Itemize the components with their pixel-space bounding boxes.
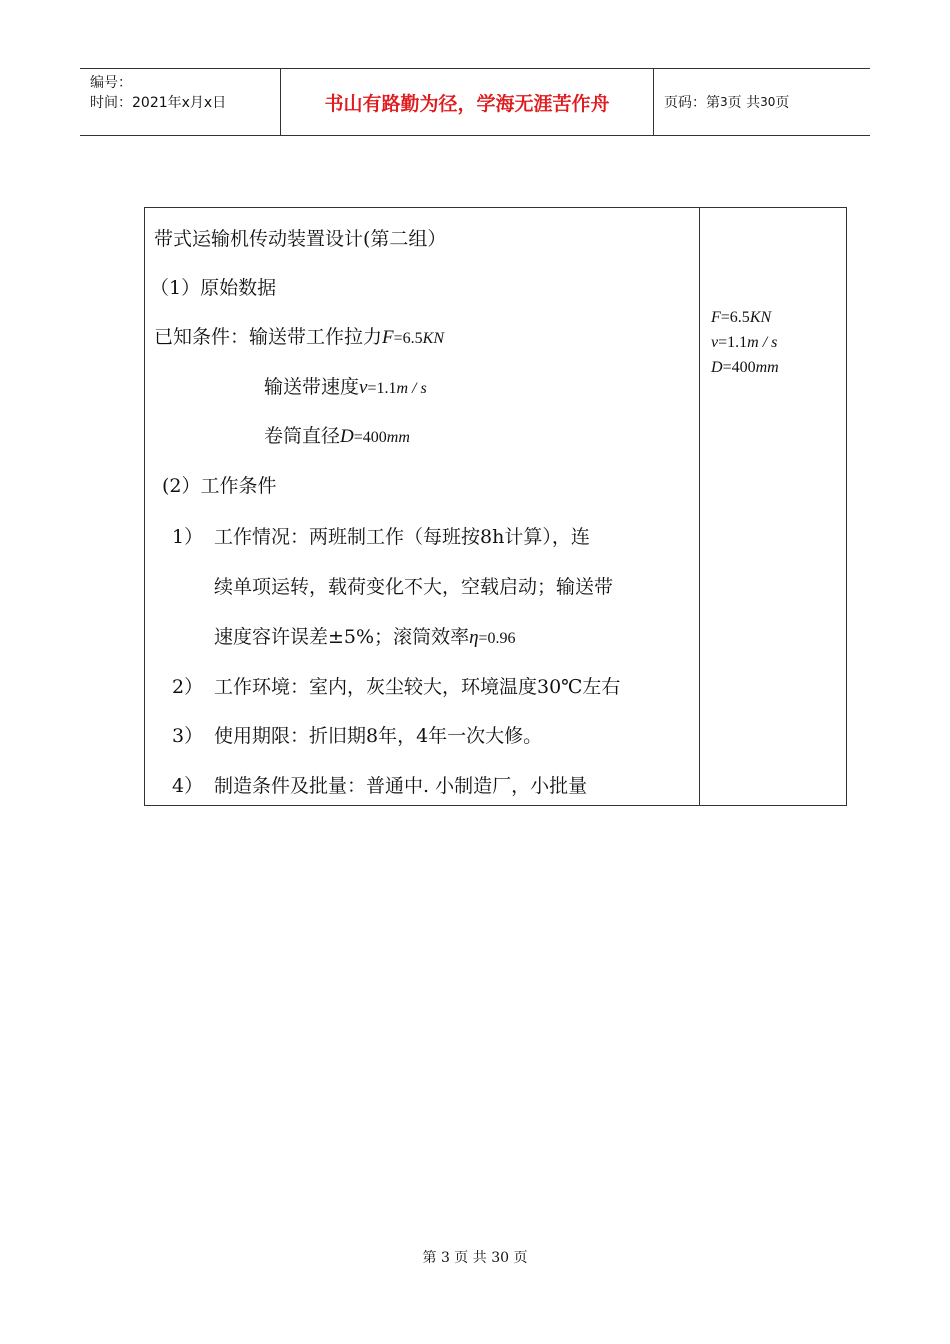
- known-label: 已知条件：输送带工作拉力: [154, 326, 383, 348]
- side-speed-value: =1.1: [718, 334, 748, 351]
- diameter-label: 卷筒直径: [264, 425, 341, 447]
- time-label: 时间：2021年x月x日: [90, 95, 227, 111]
- item1-text-line1: 工作情况：两班制工作（每班按8h计算），连: [214, 526, 590, 548]
- side-force-value: =6.5: [720, 309, 750, 326]
- serial-label: 编号：: [90, 75, 132, 91]
- side-force-symbol: F: [711, 309, 721, 326]
- page-header: [80, 68, 870, 136]
- diameter-unit: mm: [386, 429, 410, 446]
- side-speed: [711, 334, 777, 352]
- known-conditions-line: [154, 322, 444, 349]
- header-page-info: [654, 69, 870, 135]
- item4-number: 4）: [172, 775, 204, 797]
- speed-label: 输送带速度: [264, 376, 360, 398]
- side-speed-symbol: v: [711, 334, 719, 351]
- force-unit: KN: [422, 330, 444, 347]
- item1-text-line3: [214, 622, 516, 649]
- side-diameter-value: =400: [722, 359, 756, 376]
- speed-line: [264, 372, 427, 399]
- side-force-unit: KN: [749, 309, 772, 326]
- page-number: 3: [720, 95, 728, 109]
- side-diameter-unit: mm: [755, 359, 779, 376]
- item1-number: 1）: [172, 526, 204, 548]
- force-value: =6.5: [393, 330, 423, 347]
- diameter-line: [264, 421, 410, 448]
- item3-number: 3）: [172, 725, 204, 747]
- item1-line3-text: 速度容许误差±5%；滚筒效率: [214, 626, 470, 648]
- side-speed-unit: m / s: [747, 334, 778, 351]
- diameter-symbol: D: [340, 426, 354, 447]
- page-footer: 第 3 页 共 30 页: [422, 1250, 528, 1266]
- side-diameter: [711, 359, 779, 377]
- section-working-conditions: (2）工作条件: [162, 475, 277, 497]
- side-force: [711, 309, 771, 327]
- item2-number: 2）: [172, 676, 204, 698]
- diameter-value: =400: [353, 429, 387, 446]
- page-mid: 页 共: [727, 95, 761, 111]
- force-symbol: F: [382, 327, 394, 348]
- speed-value: =1.1: [367, 380, 397, 397]
- page-suffix: 页: [775, 95, 790, 111]
- speed-symbol: v: [359, 377, 368, 398]
- item1-text-line2: 续单项运转，载荷变化不大，空载启动；输送带: [214, 576, 614, 598]
- column-divider: [699, 207, 700, 806]
- page-prefix: 页码：第: [664, 95, 720, 111]
- efficiency-symbol: η: [469, 627, 479, 648]
- item4-text: 制造条件及批量：普通中. 小制造厂，小批量: [214, 775, 588, 797]
- design-title: 带式运输机传动装置设计(第二组）: [154, 228, 447, 250]
- item3-text: 使用期限：折旧期8年，4年一次大修。: [214, 725, 543, 747]
- header-motto: 书山有路勤为径，学海无涯苦作舟: [281, 69, 654, 135]
- item2-text: 工作环境：室内，灰尘较大，环境温度30℃左右: [214, 676, 621, 698]
- header-left-cell: [80, 69, 281, 135]
- speed-unit: m / s: [396, 380, 427, 397]
- page-total: 30: [760, 95, 776, 109]
- efficiency-value: =0.96: [478, 630, 516, 647]
- section-original-data: （1）原始数据: [150, 277, 277, 299]
- side-diameter-symbol: D: [711, 359, 723, 376]
